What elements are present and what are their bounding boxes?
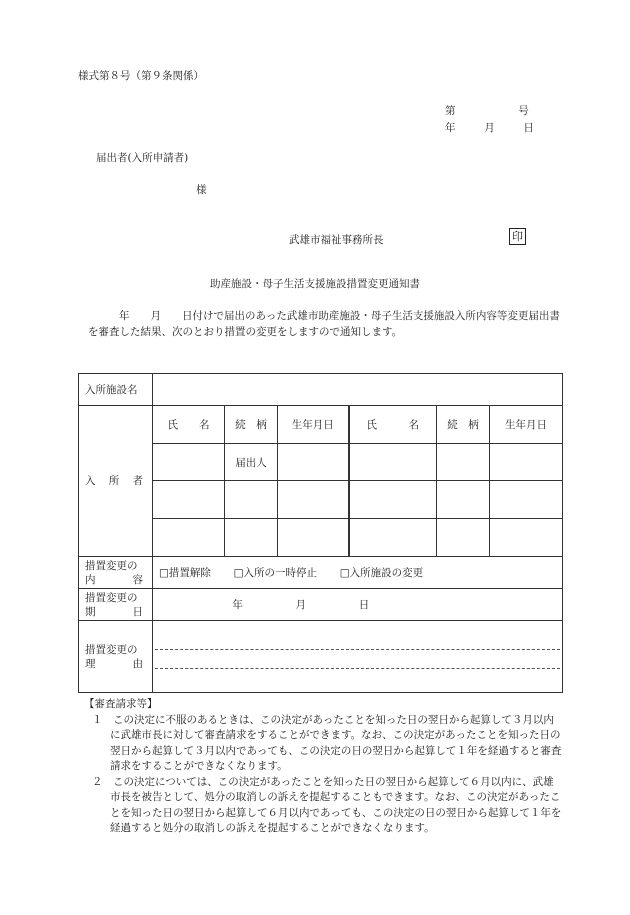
col-relation: 続 柄 <box>225 406 278 444</box>
resident-label: 入 所 者 <box>79 406 153 557</box>
resident-name-cell[interactable] <box>153 519 225 557</box>
date-year: 年 <box>445 122 456 134</box>
document-number <box>445 103 529 118</box>
resident-birth-cell[interactable] <box>278 481 349 519</box>
reason-field[interactable] <box>153 621 563 693</box>
period-year: 年 <box>232 599 243 611</box>
reason-line <box>155 650 560 669</box>
change-period-field[interactable] <box>153 589 563 621</box>
appeal-item-2: ２ この決定については、この決定があったことを知った日の翌日から起算して６月以内に、武雄市長を被告として、処分の取消しの訴えを提起することもできます。なお、この決定があったことを知った日の翌日から起算して６月以内であっても、この決定の日の翌日から起算して１年を経過すると処分の取消しの訴えを提起することができなくなります。 <box>92 775 562 834</box>
change-content-options <box>153 557 563 589</box>
date-day: 日 <box>523 122 534 134</box>
number-suffix: 号 <box>518 105 529 117</box>
resident-relation-cell[interactable] <box>437 519 490 557</box>
col-relation-2: 続 柄 <box>437 406 490 444</box>
col-birth-2: 生年月日 <box>490 406 563 444</box>
resident-name-cell[interactable] <box>349 444 437 481</box>
document-date <box>445 120 534 135</box>
change-period-label: 措置変更の 期 日 <box>79 589 153 621</box>
appeal-heading: 【審査請求等】 <box>84 698 158 710</box>
option-cancel[interactable]: □措置解除 <box>159 567 211 579</box>
body-text: 年 月 日付けで届出のあった武雄市助産施設・母子生活支援施設入所内容等変更届出書を審査した結果、次のとおり措置の変更をしますので通知します。 <box>88 310 560 338</box>
col-name-2: 氏 名 <box>349 406 437 444</box>
resident-name-cell[interactable] <box>349 481 437 519</box>
resident-name-cell[interactable] <box>153 444 225 481</box>
period-month: 月 <box>295 599 307 611</box>
applicant-label: 届出者(入所申請者) <box>96 152 189 164</box>
resident-birth-cell[interactable] <box>278 444 349 481</box>
resident-relation-cell[interactable] <box>225 481 278 519</box>
col-name: 氏 名 <box>153 406 225 444</box>
change-content-label: 措置変更の 内 容 <box>79 557 153 589</box>
facility-field[interactable] <box>153 374 563 406</box>
document-title: 助産施設・母子生活支援施設措置変更通知書 <box>210 278 420 290</box>
resident-name-cell[interactable] <box>153 481 225 519</box>
notifier-cell: 届出人 <box>225 444 278 481</box>
seal-stamp: 印 <box>509 228 526 245</box>
resident-birth-cell[interactable] <box>490 481 563 519</box>
resident-relation-cell[interactable] <box>437 481 490 519</box>
col-birth: 生年月日 <box>278 406 349 444</box>
option-facility-change[interactable]: □入所施設の変更 <box>339 567 424 579</box>
reason-line <box>155 631 560 650</box>
period-day: 日 <box>358 599 370 611</box>
form-id: 様式第８号（第９条関係） <box>78 70 204 82</box>
appeal-item-1: １ この決定に不服のあるときは、この決定があったことを知った日の翌日から起算して３月以内に武雄市長に対して審査請求をすることができます。なお、この決定があったことを知った日の翌日から起算して３月以内であっても、この決定の日の翌日から起算して１年を経過すると審査請求をすることができなくなります。 <box>92 713 562 772</box>
appeal-section <box>84 697 564 837</box>
issuer: 武雄市福祉事務所長 <box>289 234 384 246</box>
facility-label: 入所施設名 <box>79 374 153 406</box>
resident-relation-cell[interactable] <box>437 444 490 481</box>
honorific: 様 <box>196 184 207 196</box>
resident-birth-cell[interactable] <box>490 519 563 557</box>
date-month: 月 <box>484 122 495 134</box>
number-label: 第 <box>445 105 456 117</box>
resident-birth-cell[interactable] <box>490 444 563 481</box>
reason-label: 措置変更の 理 由 <box>79 621 153 693</box>
option-suspend[interactable]: □入所の一時停止 <box>233 567 318 579</box>
notice-form-table <box>78 373 563 693</box>
resident-relation-cell[interactable] <box>225 519 278 557</box>
resident-name-cell[interactable] <box>349 519 437 557</box>
resident-birth-cell[interactable] <box>278 519 349 557</box>
